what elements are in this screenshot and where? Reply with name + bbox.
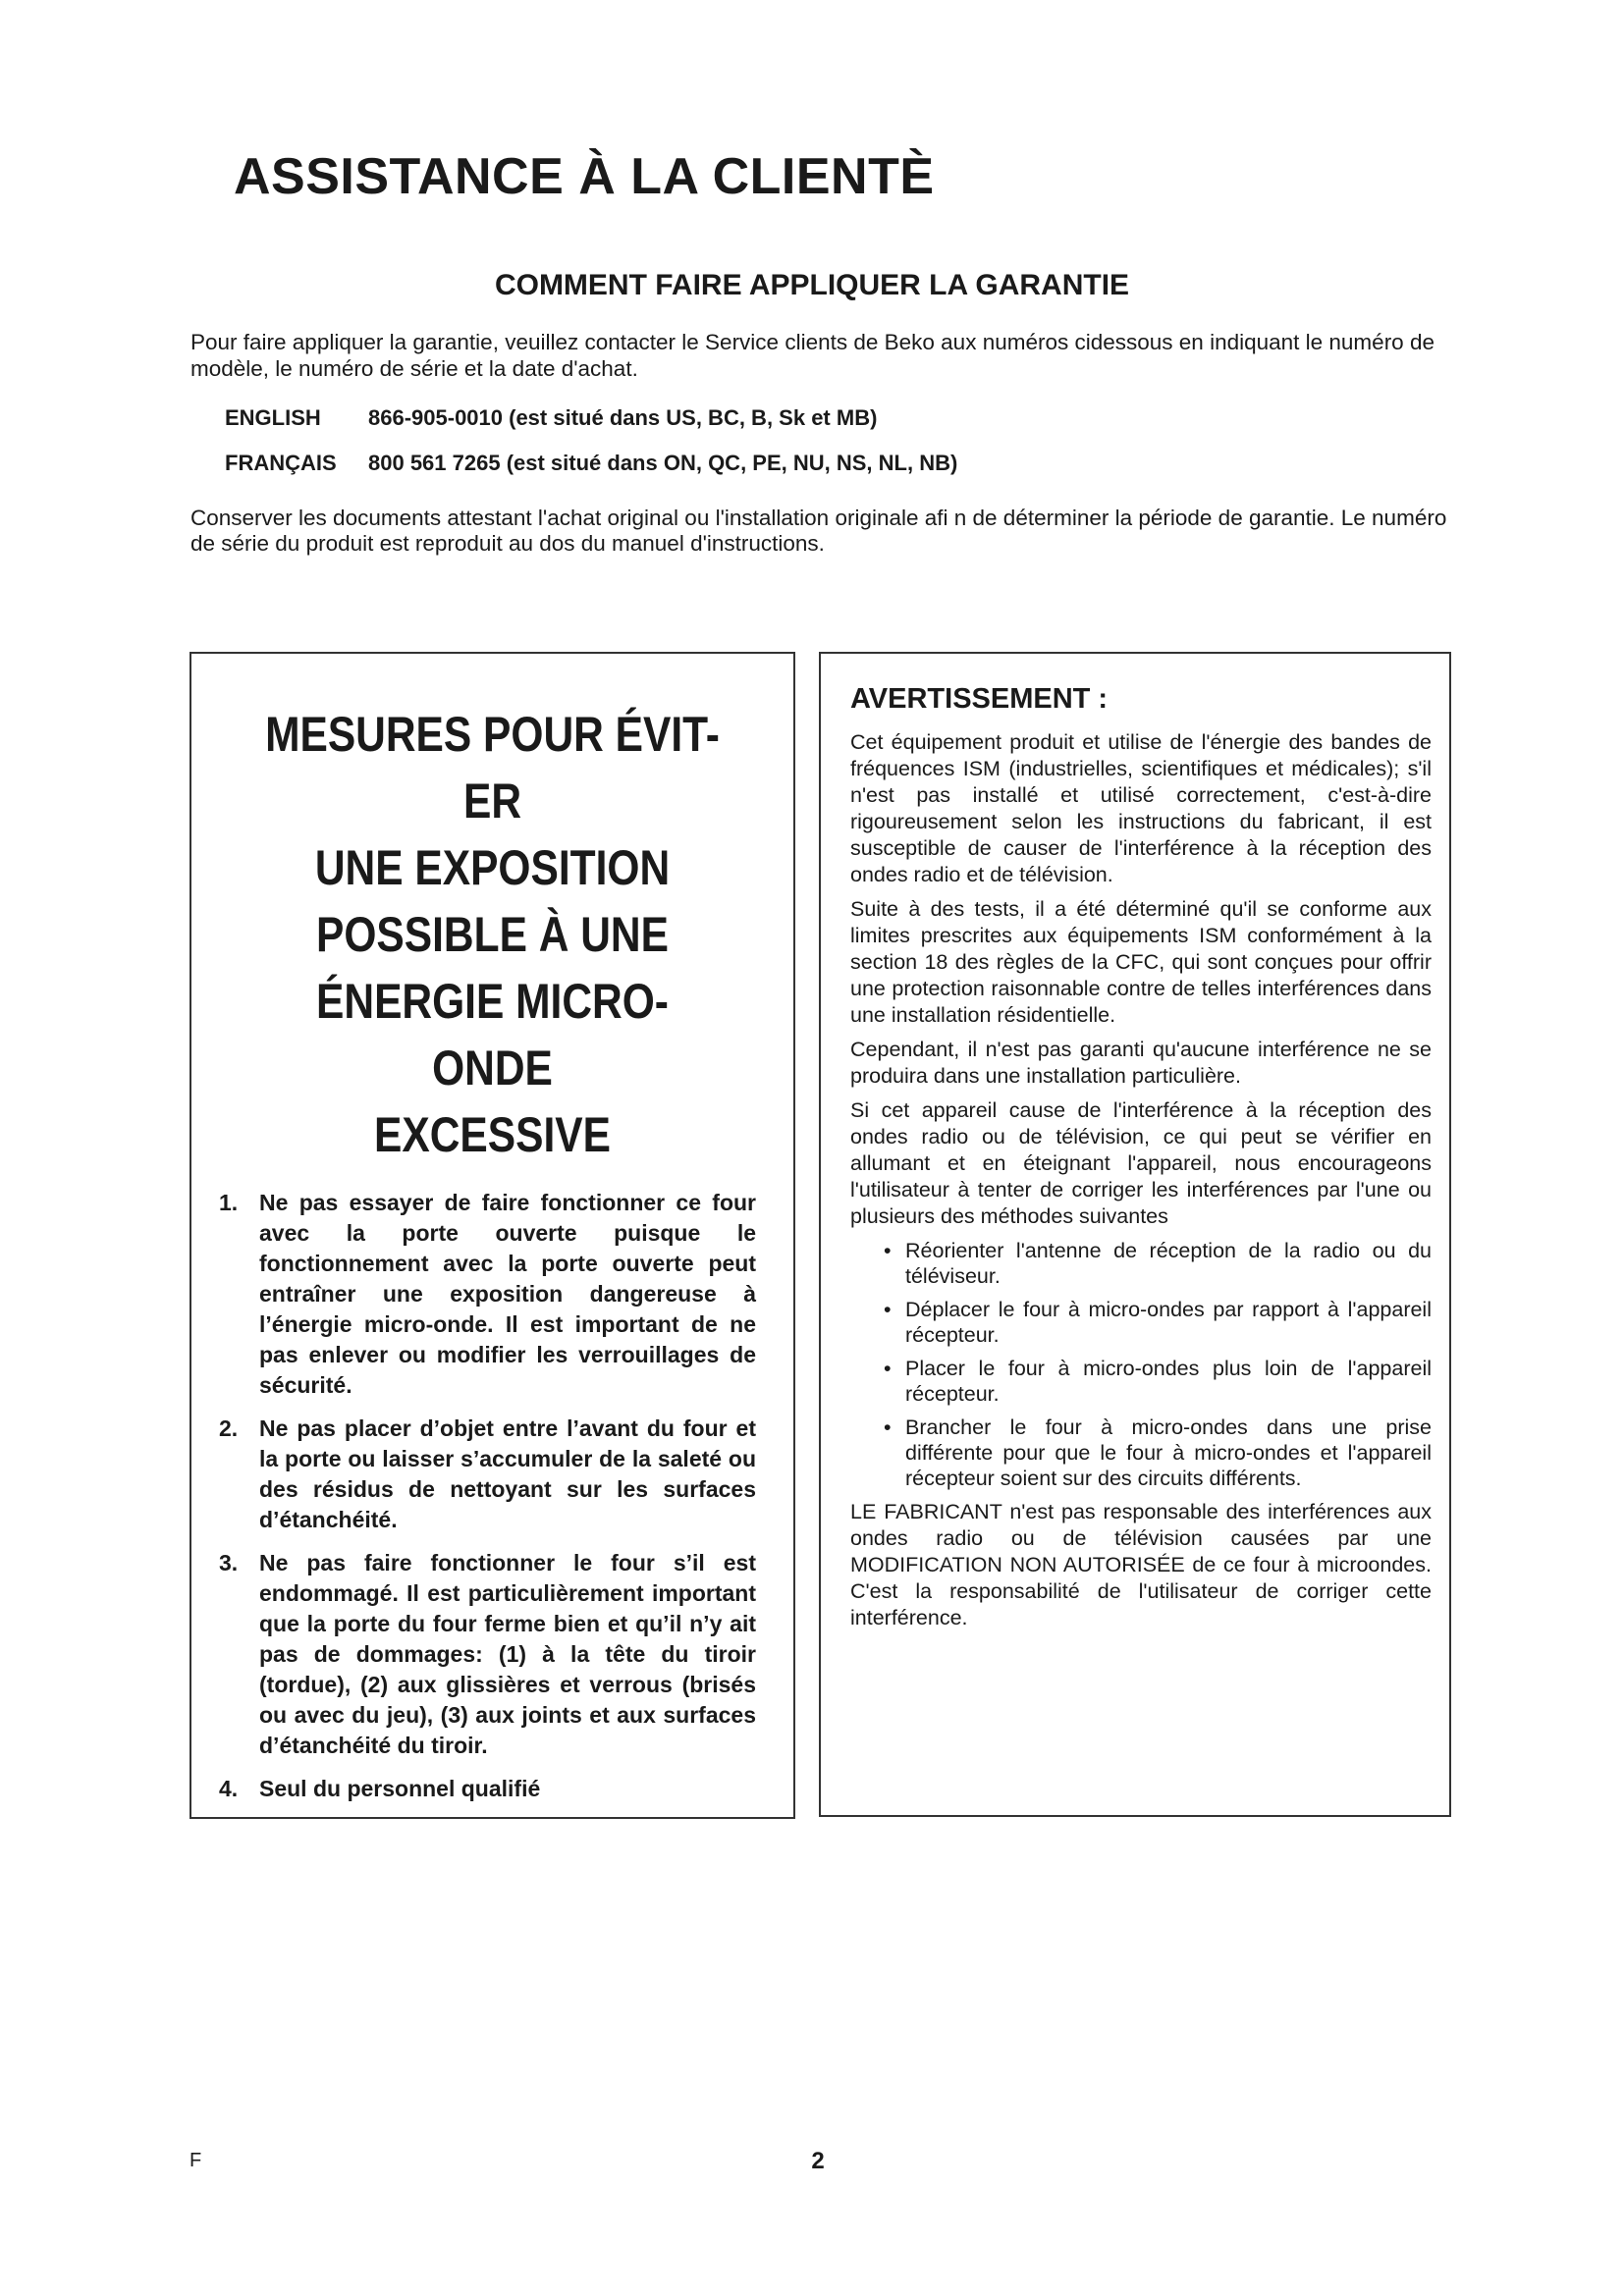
bullet-icon: • <box>884 1239 892 1262</box>
avertissement-box <box>819 652 1451 1817</box>
precautions-title-line: POSSIBLE À UNE <box>316 907 669 962</box>
precaution-item <box>219 1188 756 1401</box>
precaution-number: 1. <box>219 1190 239 1215</box>
avertissement-paragraph: Cet équipement produit et utilise de l'énergie des bandes de fréquences ISM (industrielles, scientifiques et médicales); s'il n'est pas installé et utilisé correctement, c'est-à-dire rigoureusement selon les instructions du fabricant, il est susceptible de causer de l'interférence à la réception des ondes radio et de télévision. <box>850 730 1432 886</box>
phone-lang: ENGLISH <box>225 405 321 430</box>
footer-language-code: F <box>189 2150 202 2171</box>
warranty-intro: Pour faire appliquer la garantie, veuillez contacter le Service clients de Beko aux numéros cidessous en indiquant le numéro de modèle, le numéro de série et la date d'achat. <box>190 330 1435 381</box>
page-title: ASSISTANCE À LA CLIENTÈ <box>234 148 935 205</box>
avertissement-paragraph: Si cet appareil cause de l'interférence à la réception des ondes radio ou de télévision, ce qui peut se vérifier en allumant et en éteignant l'appareil, nous encourageons l'utilisateur à tenter de corriger les interférences par l'une ou plusieurs des méthodes suivantes <box>850 1098 1432 1228</box>
method-item <box>884 1356 1432 1407</box>
avertissement-methods <box>850 1238 1432 1491</box>
method-item <box>884 1297 1432 1348</box>
method-item <box>884 1415 1432 1491</box>
precaution-item <box>219 1774 756 1804</box>
warranty-heading: COMMENT FAIRE APPLIQUER LA GARANTIE <box>494 269 1130 301</box>
method-text: Brancher le four à micro-ondes dans une prise différente pour que le four à micro-ondes et l'appareil récepteur soient sur des circuits différents. <box>905 1415 1432 1490</box>
bullet-icon: • <box>884 1357 892 1380</box>
bullet-icon: • <box>884 1298 892 1321</box>
warranty-note: Conserver les documents attestant l'achat original ou l'installation originale afi n de déterminer la période de garantie. Le numéro de série du produit est reproduit au dos du manuel d'instructions. <box>190 506 1447 556</box>
precautions-title-line: MESURES POUR ÉVIT- <box>265 707 720 762</box>
avertissement-title: AVERTISSEMENT : <box>850 683 1109 715</box>
phone-line-french <box>225 451 957 476</box>
method-text: Réorienter l'antenne de réception de la radio ou du téléviseur. <box>905 1239 1432 1288</box>
precautions-title-line: ÉNERGIE MICRO-ONDE <box>316 974 669 1095</box>
precautions-box <box>189 652 795 1819</box>
precautions-title <box>237 701 748 1168</box>
method-text: Déplacer le four à micro-ondes par rapport à l'appareil récepteur. <box>905 1298 1432 1347</box>
precaution-text: Ne pas placer d’objet entre l’avant du four et la porte ou laisser s’accumuler de la saleté ou des résidus de nettoyant sur les surfaces d’étanchéité. <box>259 1415 756 1532</box>
avertissement-paragraph: Cependant, il n'est pas garanti qu'aucune interférence ne se produira dans une installation particulière. <box>850 1038 1432 1088</box>
method-item <box>884 1238 1432 1289</box>
precautions-title-line: EXCESSIVE <box>374 1107 611 1162</box>
avertissement-paragraph: Suite à des tests, il a été déterminé qu'il se conforme aux limites prescrites aux équipements ISM conformément à la section 18 des règles de la CFC, qui sont conçues pour offrir une protection raisonnable contre de telles interférences dans une installation résidentielle. <box>850 897 1432 1027</box>
precautions-list <box>191 1188 793 1804</box>
phone-number: 800 561 7265 (est situé dans ON, QC, PE, NU, NS, NL, NB) <box>368 451 958 475</box>
precautions-title-line: ER <box>462 774 522 828</box>
avertissement-paragraph: LE FABRICANT n'est pas responsable des interférences aux ondes radio ou de télévision causées par une MODIFICATION NON AUTORISÉE de ce four à microondes. C'est la responsabilité de l'utilisateur de corriger cette interférence. <box>850 1500 1432 1629</box>
precaution-number: 4. <box>219 1776 239 1801</box>
bullet-icon: • <box>884 1415 892 1439</box>
avertissement-body <box>821 729 1449 1631</box>
method-text: Placer le four à micro-ondes plus loin de l'appareil récepteur. <box>905 1357 1432 1406</box>
precaution-text: Ne pas essayer de faire fonctionner ce four avec la porte ouverte puisque le fonctionnement avec la porte ouverte peut entraîner une exposition dangereuse à l’énergie micro-onde. Il est important de ne pas enlever ou modifier les verrouillages de sécurité. <box>259 1190 756 1398</box>
precaution-number: 3. <box>219 1550 239 1575</box>
precaution-text: Seul du personnel qualifié <box>259 1776 541 1801</box>
precaution-item <box>219 1548 756 1761</box>
phone-lang: FRANÇAIS <box>225 451 337 475</box>
precaution-item <box>219 1414 756 1535</box>
phone-number: 866-905-0010 (est situé dans US, BC, B, Sk et MB) <box>368 405 878 430</box>
page-number: 2 <box>811 2148 825 2174</box>
precaution-number: 2. <box>219 1415 239 1441</box>
precaution-text: Ne pas faire fonctionner le four s’il est endommagé. Il est particulièrement important que la porte du four ferme bien et qu’il n’y ait pas de dommages: (1) à la tête du tiroir (tordue), (2) aux glissières et verrous (brisés ou avec du jeu), (3) aux joints et aux surfaces d’étanchéité du tiroir. <box>259 1550 756 1758</box>
precautions-title-line: UNE EXPOSITION <box>314 840 671 895</box>
phone-line-english <box>225 405 877 431</box>
